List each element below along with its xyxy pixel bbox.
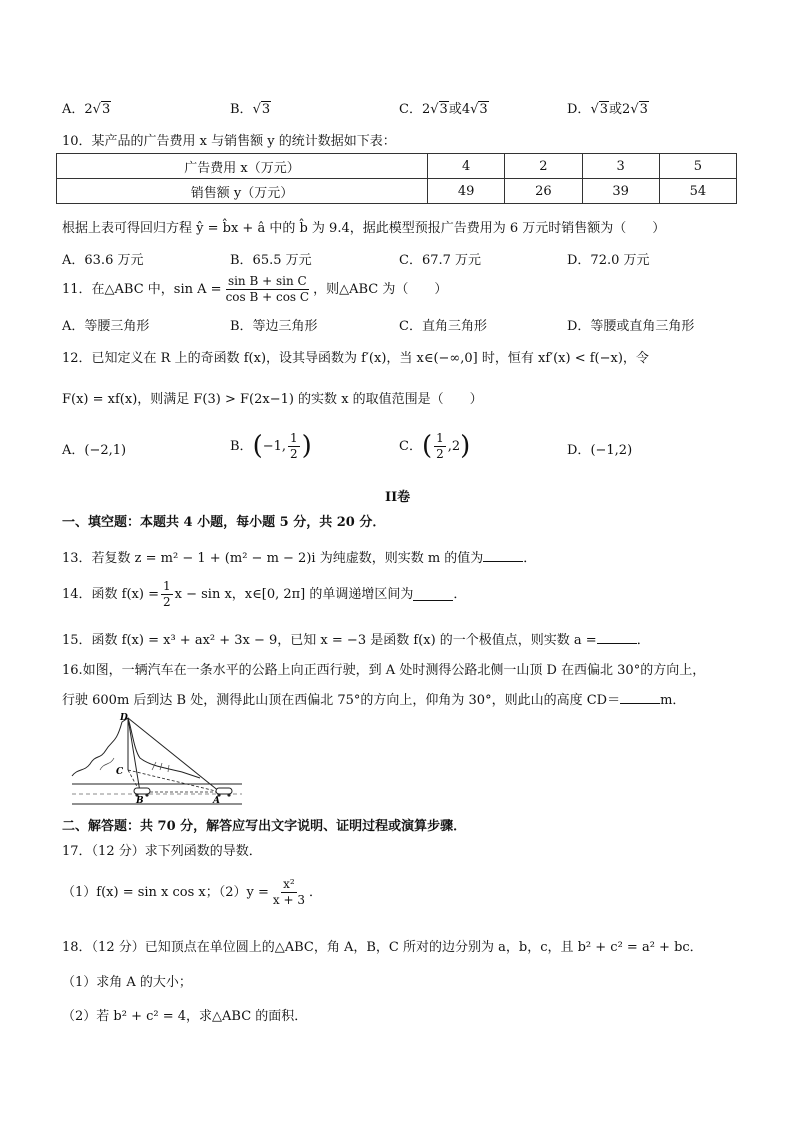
table-row — [57, 154, 737, 179]
table-cell-header: 广告费用 x（万元） — [57, 154, 428, 179]
part2-heading: 二、解答题：共 70 分，解答应写出文字说明、证明过程或演算步骤． — [62, 819, 467, 834]
q14: 14．函数 f(x) = $\frac{1}{2}$ x − sin x，x∈[0, 2π] 的单调递增区间为 ． — [62, 579, 467, 609]
q9-option-b: B．√3 — [230, 102, 271, 117]
table-cell: 5 — [659, 154, 736, 179]
fig-label-c: C — [116, 767, 124, 777]
q13: 13．若复数 z = m² − 1 + (m² − m − 2)i 为纯虚数，则实数 m 的值为 ． — [62, 551, 537, 566]
q11-fraction: $\frac{\text{sin B + sin C}}{\text{cos B + cos C}}$ — [225, 274, 310, 304]
table-cell-header: 销售额 y（万元） — [57, 179, 428, 204]
q12-option-d: D．(−1,2) — [567, 443, 633, 458]
table-cell: 4 — [428, 154, 505, 179]
q9-option-c: C．2√3或4√3 — [399, 102, 488, 117]
q9-option-a: A．2√3 — [62, 102, 111, 117]
q10-option-d: D．72.0 万元 — [567, 253, 650, 268]
q11-option-b: B．等边三角形 — [230, 319, 318, 334]
q12-option-a: A．(−2,1) — [62, 443, 127, 458]
q17-stem: 17．（12 分）求下列函数的导数． — [62, 844, 262, 859]
part1-heading: 一、填空题：本题共 4 小题，每小题 5 分，共 20 分． — [62, 515, 386, 530]
fig-label-d: D — [120, 713, 128, 723]
answer-blank — [620, 691, 660, 704]
q18-part1: （1）求角 A 的大小； — [62, 975, 192, 990]
table-cell: 49 — [428, 179, 505, 204]
answer-blank — [597, 631, 637, 644]
q18-part2: （2）若 b² + c² = 4，求△ABC 的面积． — [62, 1009, 308, 1024]
fig-label-b: B — [136, 796, 144, 806]
q11-stem: 11．在△ABC 中，sin A = $\frac{\text{sin B + sin C}}{\text{cos B + cos C}}$ ，则△ABC 为（ ） — [62, 274, 448, 304]
q11-option-d: D．等腰或直角三角形 — [567, 319, 695, 334]
q10-table — [56, 153, 737, 204]
q12-line2: F(x) = xf(x)，则满足 F(3) > F(2x−1) 的实数 x 的取值范围是（ ） — [62, 392, 483, 407]
fig-label-a: A — [213, 796, 220, 806]
q15: 15．函数 f(x) = x³ + ax² + 3x − 9，已知 x = −3 是函数 f(x) 的一个极值点，则实数 a = ． — [62, 633, 650, 648]
table-row — [57, 179, 737, 204]
q9-option-d: D．√3或2√3 — [567, 102, 648, 117]
q10-option-c: C．67.7 万元 — [399, 253, 482, 268]
q12-option-b: B． ( −1, $\frac{1}{2}$ ) — [230, 431, 312, 462]
q10-option-b: B．65.5 万元 — [230, 253, 312, 268]
answer-blank — [413, 588, 453, 601]
table-cell: 2 — [505, 154, 582, 179]
q16-mountain-figure — [70, 710, 245, 810]
q11-option-a: A．等腰三角形 — [62, 319, 150, 334]
q18-stem: 18．（12 分）已知顶点在单位圆上的△ABC，角 A，B，C 所对的边分别为 a，b，c，且 b² + c² = a² + bc． — [62, 940, 703, 955]
q12-line1: 12．已知定义在 R 上的奇函数 f(x)，设其导函数为 f′(x)，当 x∈(−∞,0] 时，恒有 xf′(x) < f(−x)，令 — [62, 351, 649, 366]
q10-option-a: A．63.6 万元 — [62, 253, 144, 268]
answer-blank — [483, 549, 523, 562]
table-cell: 26 — [505, 179, 582, 204]
q10-stem: 10．某产品的广告费用 x 与销售额 y 的统计数据如下表： — [62, 134, 396, 149]
table-cell: 39 — [582, 179, 659, 204]
table-cell: 3 — [582, 154, 659, 179]
q12-option-c: C． ( $\frac{1}{2}$ ,2 ) — [399, 431, 471, 462]
q10-followup: 根据上表可得回归方程 ŷ = b̂x + â 中的 b̂ 为 9.4，据此模型预报广告费用为 6 万元时销售额为（ ） — [62, 221, 666, 236]
section-title: II卷 — [385, 490, 411, 505]
q11-option-c: C．直角三角形 — [399, 319, 487, 334]
q16-line1: 16.如图，一辆汽车在一条水平的公路上向正西行驶，到 A 处时测得公路北侧一山顶 D 在西偏北 30°的方向上， — [62, 663, 706, 678]
q17-parts: （1）f(x) = sin x cos x；（2）y = $\frac{\text{x²}}{x + 3}$ ． — [62, 877, 323, 907]
q16-line2: 行驶 600m 后到达 B 处，测得此山顶在西偏北 75°的方向上，仰角为 30°，则此山的高度 CD＝ m． — [62, 693, 686, 708]
table-cell: 54 — [659, 179, 736, 204]
